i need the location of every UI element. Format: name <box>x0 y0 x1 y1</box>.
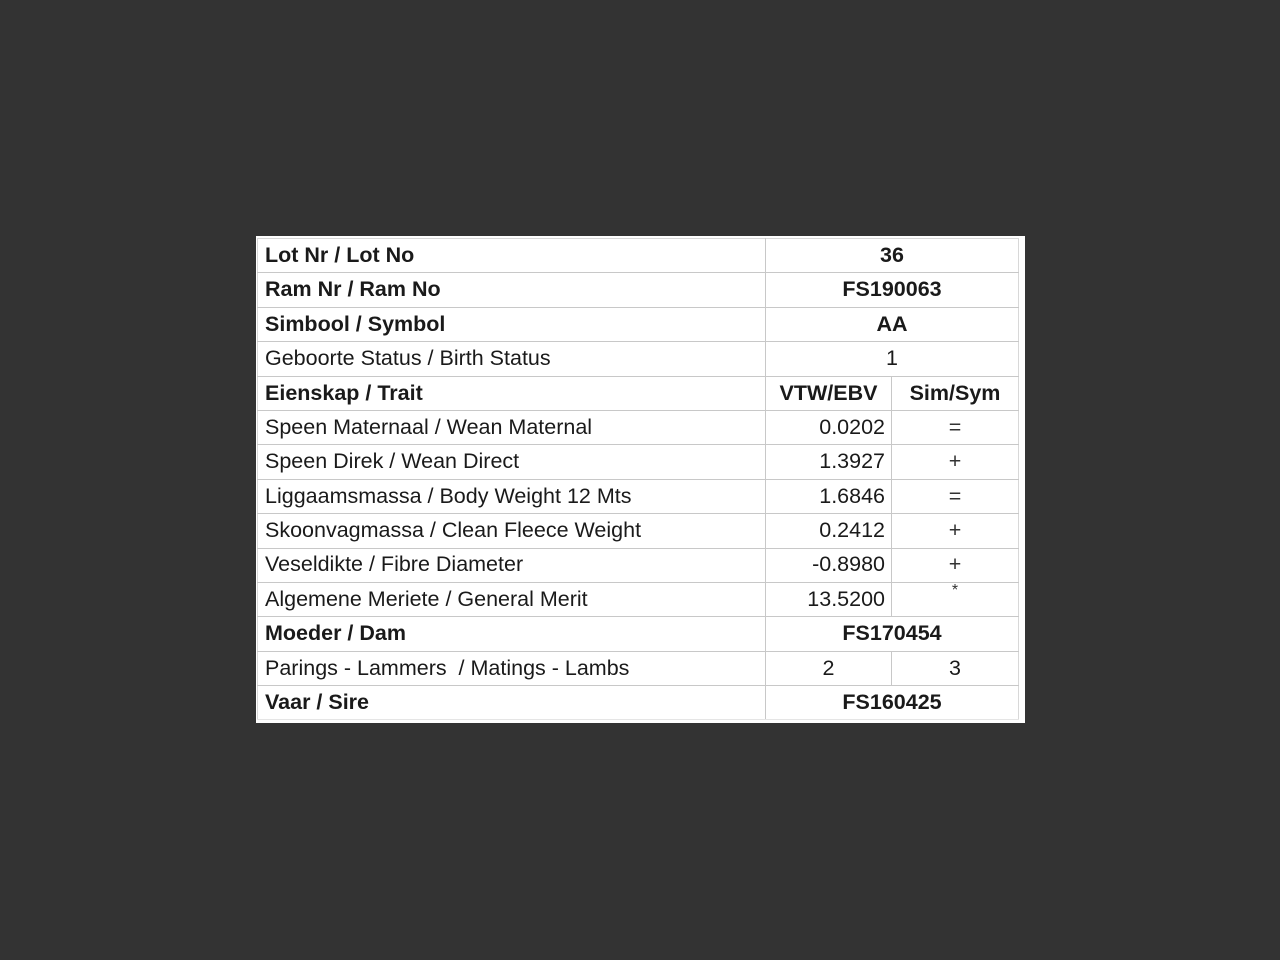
trait-row <box>258 410 1019 444</box>
symbol-label: Simbool / Symbol <box>258 307 766 341</box>
trait-row <box>258 582 1019 616</box>
table-row-symbol <box>258 307 1019 341</box>
ram-info-card <box>256 236 1025 723</box>
trait-ebv-value: 1.3927 <box>766 445 892 479</box>
birth-status-label: Geboorte Status / Birth Status <box>258 342 766 376</box>
ebv-column-header: VTW/EBV <box>766 376 892 410</box>
lambs-count: 3 <box>892 651 1019 685</box>
trait-row <box>258 514 1019 548</box>
sym-column-header: Sim/Sym <box>892 376 1019 410</box>
trait-label: Veseldikte / Fibre Diameter <box>258 548 766 582</box>
trait-symbol: + <box>892 514 1019 548</box>
trait-symbol: + <box>892 548 1019 582</box>
trait-ebv-value: 1.6846 <box>766 479 892 513</box>
ram-no-value: FS190063 <box>766 273 1019 307</box>
trait-row <box>258 479 1019 513</box>
dam-row <box>258 617 1019 651</box>
trait-symbol: * <box>892 582 1019 616</box>
trait-row <box>258 445 1019 479</box>
table-row-lot-no <box>258 239 1019 273</box>
trait-ebv-value: 0.0202 <box>766 410 892 444</box>
trait-label: Algemene Meriete / General Merit <box>258 582 766 616</box>
matings-label: Parings - Lammers / Matings - Lambs <box>258 651 766 685</box>
trait-ebv-value: 13.5200 <box>766 582 892 616</box>
trait-label: Skoonvagmassa / Clean Fleece Weight <box>258 514 766 548</box>
table-row-birth-status <box>258 342 1019 376</box>
trait-ebv-value: -0.8980 <box>766 548 892 582</box>
trait-label: Liggaamsmassa / Body Weight 12 Mts <box>258 479 766 513</box>
trait-column-header: Eienskap / Trait <box>258 376 766 410</box>
trait-label: Speen Direk / Wean Direct <box>258 445 766 479</box>
trait-ebv-value: 0.2412 <box>766 514 892 548</box>
ram-info-table <box>257 238 1019 720</box>
lot-no-value: 36 <box>766 239 1019 273</box>
lot-no-label: Lot Nr / Lot No <box>258 239 766 273</box>
trait-symbol: = <box>892 479 1019 513</box>
ram-no-label: Ram Nr / Ram No <box>258 273 766 307</box>
sire-label: Vaar / Sire <box>258 686 766 720</box>
trait-row <box>258 548 1019 582</box>
matings-count: 2 <box>766 651 892 685</box>
sire-value: FS160425 <box>766 686 1019 720</box>
table-row-ram-no <box>258 273 1019 307</box>
trait-label: Speen Maternaal / Wean Maternal <box>258 410 766 444</box>
dam-label: Moeder / Dam <box>258 617 766 651</box>
trait-header-row <box>258 376 1019 410</box>
trait-symbol: + <box>892 445 1019 479</box>
matings-row <box>258 651 1019 685</box>
symbol-value: AA <box>766 307 1019 341</box>
dam-value: FS170454 <box>766 617 1019 651</box>
trait-symbol: = <box>892 410 1019 444</box>
birth-status-value: 1 <box>766 342 1019 376</box>
sire-row <box>258 686 1019 720</box>
